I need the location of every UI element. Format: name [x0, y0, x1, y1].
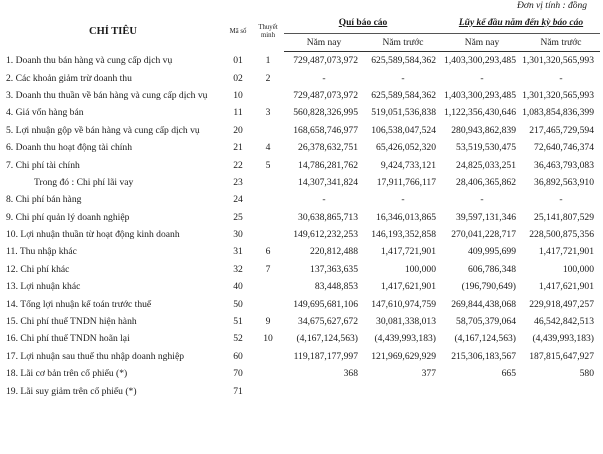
ytd-this-year-value: 1,403,300,293,485 — [444, 89, 516, 101]
row-label: 9. Chi phí quản lý doanh nghiệp — [6, 211, 130, 223]
ytd-last-year-value: 100,000 — [562, 263, 595, 275]
ytd-last-year-value: 46,542,842,513 — [534, 316, 595, 328]
ytd-group-header: Lũy kế đầu năm đến kỳ báo cáo — [442, 12, 600, 34]
table-row — [2, 226, 600, 243]
row-label: 15. Chi phí thuế TNDN hiện hành — [6, 316, 137, 328]
row-code: 21 — [233, 142, 243, 154]
quarter-last-year-value: 147,610,974,759 — [371, 298, 436, 310]
quarter-last-year-value: 16,346,013,865 — [376, 211, 436, 223]
ytd-last-year-header: Năm trước — [522, 34, 600, 52]
row-label: 17. Lợi nhuận sau thuế thu nhập doanh nghiệp — [6, 350, 184, 362]
ytd-this-year-value: (4,167,124,563) — [454, 333, 516, 345]
row-code: 31 — [233, 246, 243, 258]
row-note — [252, 295, 284, 312]
row-label: Trong đó : Chi phí lãi vay — [34, 176, 134, 188]
row-note — [252, 122, 284, 139]
row-label: 7. Chi phí tài chính — [6, 159, 80, 171]
row-code: 20 — [233, 124, 243, 136]
ytd-last-year-value: 1,417,721,901 — [538, 246, 595, 258]
row-label: 2. Các khoản giảm trừ doanh thu — [6, 72, 132, 84]
quarter-last-year-value: 100,000 — [404, 263, 436, 275]
row-note — [252, 365, 284, 382]
row-note: 6 — [265, 246, 271, 258]
table-row — [2, 156, 600, 173]
row-label: 14. Tổng lợi nhuận kế toán trước thuế — [6, 298, 152, 310]
row-note: 7 — [265, 263, 271, 275]
quarter-last-year-value: 625,589,584,362 — [371, 89, 436, 101]
table-row — [2, 209, 600, 226]
table-row — [2, 365, 600, 382]
quarter-this-year-value: 30,638,865,713 — [298, 211, 358, 223]
indicator-header: CHỈ TIÊU — [89, 26, 137, 38]
ytd-last-year-value: 228,500,875,356 — [529, 229, 595, 241]
ytd-last-year-value: (4,439,993,183) — [532, 333, 595, 345]
ytd-this-year-value — [442, 382, 522, 399]
table-row — [2, 87, 600, 104]
row-label: 3. Doanh thu thuần về bán hàng và cung cấp dịch vụ — [6, 89, 208, 101]
ytd-this-year-value: - — [480, 72, 484, 84]
quarter-this-year-value: 729,487,073,972 — [293, 89, 358, 101]
row-note: 1 — [265, 54, 271, 66]
quarter-this-year-value: - — [322, 72, 326, 84]
row-note — [252, 191, 284, 208]
row-label: 1. Doanh thu bán hàng và cung cấp dịch vụ — [6, 54, 173, 66]
row-code: 50 — [233, 298, 243, 310]
row-note — [252, 278, 284, 295]
ytd-this-year-value: 409,995,699 — [468, 246, 516, 258]
row-note — [252, 382, 284, 399]
quarter-this-year-value: 14,786,281,762 — [298, 159, 358, 171]
row-label: 5. Lợi nhuận gộp về bán hàng và cung cấp dịch vụ — [6, 124, 200, 136]
ytd-last-year-value: - — [559, 72, 563, 84]
row-code: 11 — [233, 107, 243, 119]
ytd-this-year-value: 606,786,348 — [468, 263, 516, 275]
table-row — [2, 278, 600, 295]
table-row — [2, 52, 600, 70]
row-code: 10 — [233, 89, 243, 101]
ytd-last-year-value: - — [559, 194, 563, 206]
quarter-this-year-value: 729,487,073,972 — [293, 55, 358, 67]
row-note: 2 — [265, 72, 271, 84]
ytd-last-year-value: 25,141,807,529 — [534, 211, 595, 223]
ytd-last-year-value: 36,463,793,083 — [534, 159, 595, 171]
quarter-last-year-value: 9,424,733,121 — [380, 159, 436, 171]
quarter-last-year-value: 30,081,338,013 — [376, 316, 436, 328]
row-label: 12. Chi phí khác — [6, 263, 70, 275]
quarter-this-year-value: 26,378,632,751 — [298, 142, 358, 154]
quarter-this-year-value: (4,167,124,563) — [296, 333, 358, 345]
row-label: 4. Giá vốn hàng bán — [6, 107, 84, 119]
row-note — [252, 226, 284, 243]
row-code: 02 — [233, 72, 243, 84]
quarter-this-year-value: 14,307,341,824 — [298, 176, 358, 188]
quarter-last-year-value: 625,589,584,362 — [371, 55, 436, 67]
row-code: 71 — [233, 385, 243, 397]
table-row — [2, 295, 600, 312]
ytd-last-year-value: 580 — [579, 368, 595, 380]
ytd-this-year-value: (196,790,649) — [461, 281, 516, 293]
quarter-last-year-value: 17,911,766,117 — [376, 176, 436, 188]
quarter-this-year-value: 149,695,681,106 — [293, 298, 358, 310]
quarter-last-year-value: 121,969,629,929 — [371, 350, 436, 362]
row-code: 70 — [233, 368, 243, 380]
quarter-last-year-value: (4,439,993,183) — [374, 333, 436, 345]
ytd-last-year-value: 229,918,497,257 — [529, 298, 595, 310]
row-label: 19. Lãi suy giảm trên cổ phiếu (*) — [6, 385, 137, 397]
ytd-last-year-value: 187,815,647,927 — [529, 350, 595, 362]
code-header: Mã số — [229, 27, 247, 35]
table-row — [2, 139, 600, 156]
row-code: 25 — [233, 211, 243, 223]
row-label: 6. Doanh thu hoạt động tài chính — [6, 142, 133, 154]
ytd-this-year-value: 28,406,365,862 — [456, 176, 516, 188]
quarter-this-year-value: 83,448,853 — [314, 281, 358, 293]
row-note: 9 — [265, 316, 271, 328]
row-note — [252, 209, 284, 226]
ytd-this-year-value: 665 — [501, 368, 516, 380]
quarter-last-year-value: 65,426,052,320 — [376, 142, 436, 154]
quarter-last-year-value: - — [401, 72, 405, 84]
table-row — [2, 104, 600, 121]
quarter-last-year-value: 1,417,621,901 — [380, 281, 436, 293]
row-code: 32 — [233, 263, 243, 275]
quarter-last-year-value: - — [401, 194, 405, 206]
table-row — [2, 382, 600, 399]
ytd-last-year-value: 36,892,563,910 — [534, 176, 595, 188]
row-code: 01 — [233, 54, 243, 66]
quarter-last-year-value: 106,538,047,524 — [371, 124, 436, 136]
quarter-last-year-value: 519,051,536,838 — [371, 107, 436, 119]
ytd-this-year-value: 53,519,530,475 — [456, 142, 516, 154]
ytd-last-year-value: 1,083,854,836,399 — [522, 107, 595, 119]
table-row — [2, 122, 600, 139]
quarter-this-year-value: 119,187,177,997 — [293, 350, 358, 362]
quarter-this-year-value: - — [322, 194, 326, 206]
row-code: 24 — [233, 194, 243, 206]
quarter-this-year-value: 149,612,232,253 — [293, 229, 358, 241]
row-code: 22 — [233, 159, 243, 171]
table-row — [2, 243, 600, 260]
ytd-this-year-value: 269,844,438,068 — [451, 298, 516, 310]
row-label: 13. Lợi nhuận khác — [6, 281, 81, 293]
ytd-last-year-value: 1,301,320,565,993 — [522, 55, 595, 67]
table-row — [2, 69, 600, 86]
ytd-this-year-value: - — [480, 194, 484, 206]
ytd-this-year-value: 270,041,228,717 — [451, 229, 516, 241]
quarter-this-year-value: 560,828,326,995 — [293, 107, 358, 119]
table-row — [2, 174, 600, 191]
row-note: 4 — [265, 142, 271, 154]
row-note: 10 — [263, 333, 273, 345]
quarter-this-year-value: 220,812,488 — [310, 246, 358, 258]
row-label: 8. Chi phí bán hàng — [6, 194, 82, 206]
unit-label: Đơn vị tính : đồng — [517, 1, 587, 11]
quarter-this-year-value: 137,363,635 — [310, 263, 358, 275]
ytd-this-year-value: 39,597,131,346 — [456, 211, 516, 223]
row-code: 40 — [233, 281, 243, 293]
ytd-last-year-value: 72,640,746,374 — [534, 142, 595, 154]
table-row — [2, 313, 600, 330]
quarter-this-year-value: 368 — [343, 368, 358, 380]
quarter-last-year-header: Năm trước — [364, 34, 442, 52]
quarter-this-year-value — [284, 382, 364, 399]
row-note: 3 — [265, 107, 271, 119]
row-label: 10. Lợi nhuận thuần từ hoạt động kinh doanh — [6, 229, 180, 241]
row-code: 23 — [233, 176, 243, 188]
row-note — [252, 87, 284, 104]
note-header: Thuyết minh — [258, 23, 278, 39]
row-note — [252, 348, 284, 365]
row-label: 18. Lãi cơ bản trên cổ phiếu (*) — [6, 368, 128, 380]
table-row — [2, 348, 600, 365]
ytd-this-year-value: 1,403,300,293,485 — [444, 55, 516, 67]
row-note: 5 — [265, 159, 271, 171]
ytd-last-year-value: 1,301,320,565,993 — [522, 89, 595, 101]
row-code: 60 — [233, 350, 243, 362]
row-code: 51 — [233, 316, 243, 328]
ytd-last-year-value: 217,465,729,594 — [529, 124, 595, 136]
ytd-last-year-value: 1,417,621,901 — [538, 281, 595, 293]
row-code: 30 — [233, 229, 243, 241]
ytd-this-year-value: 1,122,356,430,646 — [444, 107, 516, 119]
quarter-last-year-value: 1,417,721,901 — [380, 246, 436, 258]
ytd-this-year-header: Năm nay — [442, 34, 522, 52]
row-label: 16. Chi phí thuế TNDN hoãn lại — [6, 333, 130, 345]
row-label: 11. Thu nhập khác — [6, 246, 77, 258]
row-code: 52 — [233, 333, 243, 345]
quarter-this-year-value: 168,658,746,977 — [293, 124, 358, 136]
quarter-this-year-header: Năm nay — [284, 34, 364, 52]
ytd-this-year-value: 215,306,183,567 — [451, 350, 516, 362]
quarter-last-year-value: 377 — [421, 368, 436, 380]
quarter-last-year-value: 146,193,352,858 — [371, 229, 436, 241]
table-row — [2, 330, 600, 347]
quarter-group-header: Quí báo cáo — [284, 12, 442, 34]
income-statement-table — [2, 12, 600, 400]
quarter-last-year-value — [364, 382, 442, 399]
ytd-this-year-value: 280,943,862,839 — [451, 124, 516, 136]
row-note — [252, 174, 284, 191]
ytd-last-year-value — [522, 382, 600, 399]
table-row — [2, 261, 600, 278]
ytd-this-year-value: 58,705,379,064 — [456, 316, 516, 328]
ytd-this-year-value: 24,825,033,251 — [456, 159, 516, 171]
quarter-this-year-value: 34,675,627,672 — [298, 316, 358, 328]
table-row — [2, 191, 600, 208]
